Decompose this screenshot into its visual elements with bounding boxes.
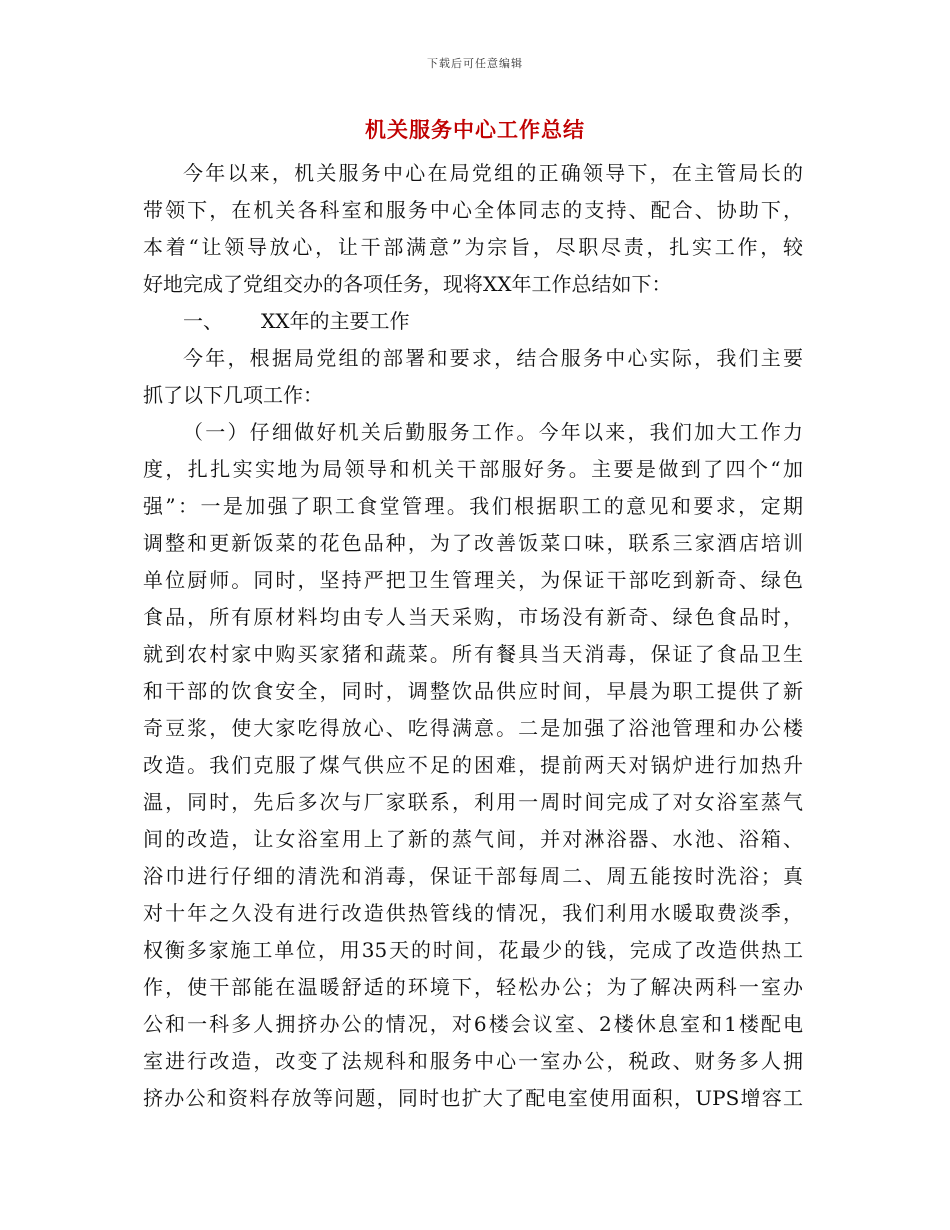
paragraph-line: 食品，所有原材料均由专人当天采购，市场没有新奇、绿色食品时， (143, 605, 803, 629)
paragraph-line: 改造。我们克服了煤气供应不足的困难，提前两天对锅炉进行加热升 (143, 753, 803, 777)
paragraph-line: 度，扎扎实实地为局领导和机关干部服好务。主要是做到了四个“加 (143, 457, 803, 481)
paragraph-line: 挤办公和资料存放等问题，同时也扩大了配电室使用面积，UPS增容工 (143, 1086, 803, 1110)
paragraph-line: 温，同时，先后多次与厂家联系，利用一周时间完成了对女浴室蒸气 (143, 790, 803, 814)
paragraph-line: 作，使干部能在温暖舒适的环境下，轻松办公；为了解决两科一室办 (143, 975, 803, 999)
paragraph-line: 室进行改造，改变了法规科和服务中心一室办公，税政、财务多人拥 (143, 1049, 803, 1073)
paragraph-line: 奇豆浆，使大家吃得放心、吃得满意。二是加强了浴池管理和办公楼 (143, 716, 803, 740)
paragraph-line: 单位厨师。同时，坚持严把卫生管理关，为保证干部吃到新奇、绿色 (143, 568, 803, 592)
document-body (143, 155, 803, 1117)
section-heading (143, 303, 803, 340)
paragraph-line: 和干部的饮食安全，同时，调整饮品供应时间，早晨为职工提供了新 (143, 679, 803, 703)
paragraph-line: 就到农村家中购买家猪和蔬菜。所有餐具当天消毒，保证了食品卫生 (143, 642, 803, 666)
page-header-note: 下载后可任意编辑 (427, 57, 523, 70)
document-title: 机关服务中心工作总结 (365, 117, 585, 142)
paragraph-line: 权衡多家施工单位，用35天的时间，花最少的钱，完成了改造供热工 (143, 938, 803, 962)
paragraph-line: 浴巾进行仔细的清洗和消毒，保证干部每周二、周五能按时洗浴；真 (143, 864, 803, 888)
paragraph-line: 抓了以下几项工作： (143, 383, 323, 407)
section-number: 一、 (183, 309, 223, 333)
paragraph-line: （一）仔细做好机关后勤服务工作。今年以来，我们加大工作力 (183, 420, 803, 444)
paragraph-line: 强”：一是加强了职工食堂管理。我们根据职工的意见和要求，定期 (143, 494, 803, 518)
paragraph-line: 好地完成了党组交办的各项任务，现将XX年工作总结如下： (143, 272, 672, 296)
section-heading-text: XX年的主要工作 (261, 309, 410, 333)
paragraph-line: 公和一科多人拥挤办公的情况，对6楼会议室、2楼休息室和1楼配电 (143, 1012, 803, 1036)
paragraph-line: 调整和更新饭菜的花色品种，为了改善饭菜口味，联系三家酒店培训 (143, 531, 803, 555)
paragraph-line: 间的改造，让女浴室用上了新的蒸气间，并对淋浴器、水池、浴箱、 (143, 827, 803, 851)
paragraph-line: 今年以来，机关服务中心在局党组的正确领导下，在主管局长的 (183, 161, 803, 185)
paragraph-line: 对十年之久没有进行改造供热管线的情况，我们利用水暖取费淡季， (143, 901, 803, 925)
paragraph-line: 今年，根据局党组的部署和要求，结合服务中心实际，我们主要 (183, 346, 803, 370)
paragraph-line: 本着“让领导放心，让干部满意”为宗旨，尽职尽责，扎实工作，较 (143, 235, 803, 259)
paragraph-line: 带领下，在机关各科室和服务中心全体同志的支持、配合、协助下， (143, 198, 803, 222)
